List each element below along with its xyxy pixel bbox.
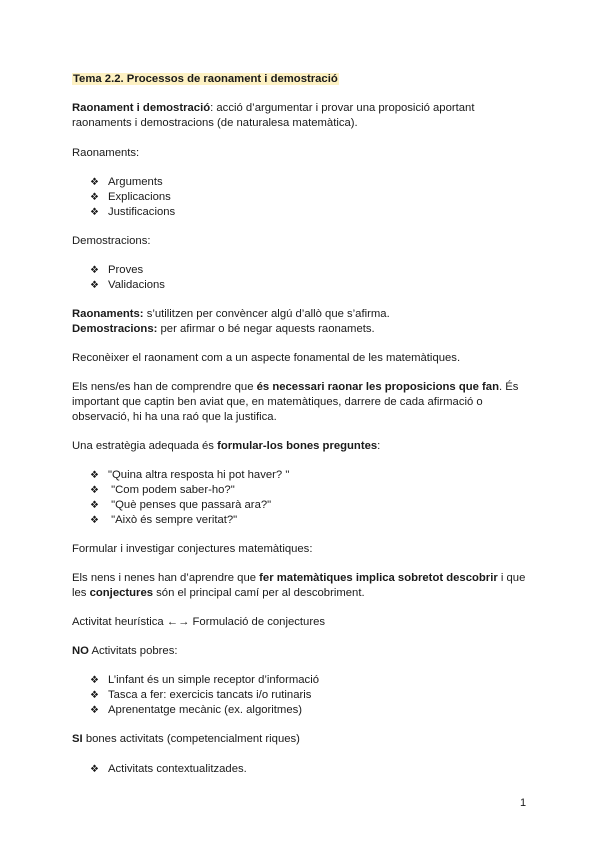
bullet-icon: ❖ <box>90 764 99 775</box>
bullet-icon: ❖ <box>90 485 99 496</box>
list-item: ❖ Validacions <box>90 279 165 291</box>
list-item: ❖ "Això és sempre veritat?" <box>90 514 238 526</box>
bullet-icon: ❖ <box>90 515 99 526</box>
children-line-3: observació, hi ha una raó que la justifica. <box>72 411 277 423</box>
no-activities-heading: NO Activitats pobres: <box>72 645 178 657</box>
demostracions-heading: Demostracions: <box>72 235 151 247</box>
list-item: ❖ Justificacions <box>90 206 176 218</box>
list-item: ❖ "Com podem saber-ho?" <box>90 484 235 496</box>
list-item: ❖ Proves <box>90 264 144 276</box>
strategy-paragraph: Una estratègia adequada és formular-los bones preguntes: <box>72 440 381 452</box>
list-item: ❖ Aprenentatge mecànic (ex. algoritmes) <box>90 704 303 716</box>
bullet-icon: ❖ <box>90 675 99 686</box>
bullet-icon: ❖ <box>90 500 99 511</box>
intro-line-1: Raonament i demostració: acció d’argumentar i provar una proposició aportant <box>72 102 475 114</box>
conjectures-heading: Formular i investigar conjectures matemàtiques: <box>72 543 313 555</box>
bullet-icon: ❖ <box>90 690 99 701</box>
bullet-icon: ❖ <box>90 192 99 203</box>
raonaments-definition: Raonaments: s’utilitzen per convèncer algú d’allò que s’afirma. <box>72 308 390 320</box>
list-item: ❖ "Quina altra resposta hi pot haver? " <box>90 469 290 481</box>
bullet-icon: ❖ <box>90 207 99 218</box>
children-line-1: Els nens/es han de comprendre que és necessari raonar les proposicions que fan. És <box>72 381 519 393</box>
bullet-icon: ❖ <box>90 265 99 276</box>
page-title: Tema 2.2. Processos de raonament i demostració <box>73 73 338 85</box>
intro-term: Raonament i demostració <box>72 102 211 114</box>
children-line-2: important que captin ben aviat que, en matemàtiques, darrere de cada afirmació o <box>72 396 483 408</box>
learn-line-2: les conjectures són el principal camí per al descobriment. <box>72 587 365 599</box>
list-item: ❖ Activitats contextualitzades. <box>90 763 247 775</box>
page-number: 1 <box>520 797 527 809</box>
bullet-icon: ❖ <box>90 177 99 188</box>
learn-line-1: Els nens i nenes han d’aprendre que fer matemàtiques implica sobretot descobrir i que <box>72 572 526 584</box>
heuristic-line: Activitat heurística ←→ Formulació de conjectures <box>72 616 326 628</box>
demostracions-definition: Demostracions: per afirmar o bé negar aquests raonamets. <box>72 323 375 335</box>
list-item: ❖ Explicacions <box>90 191 171 203</box>
recognize-paragraph: Reconèixer el raonament com a un aspecte fonamental de les matemàtiques. <box>72 352 461 364</box>
bullet-icon: ❖ <box>90 280 99 291</box>
list-item: ❖ L’infant és un simple receptor d’informació <box>90 674 319 686</box>
intro-line-2: raonaments i demostracions (de naturalesa matemàtica). <box>72 117 358 129</box>
list-item: ❖ Arguments <box>90 176 163 188</box>
si-activities-heading: SI bones activitats (competencialment riques) <box>72 733 300 745</box>
bullet-icon: ❖ <box>90 470 99 481</box>
raonaments-heading: Raonaments: <box>72 147 140 159</box>
list-item: ❖ "Què penses que passarà ara?" <box>90 499 272 511</box>
list-item: ❖ Tasca a fer: exercicis tancats i/o rutinaris <box>90 689 312 701</box>
bullet-icon: ❖ <box>90 705 99 716</box>
